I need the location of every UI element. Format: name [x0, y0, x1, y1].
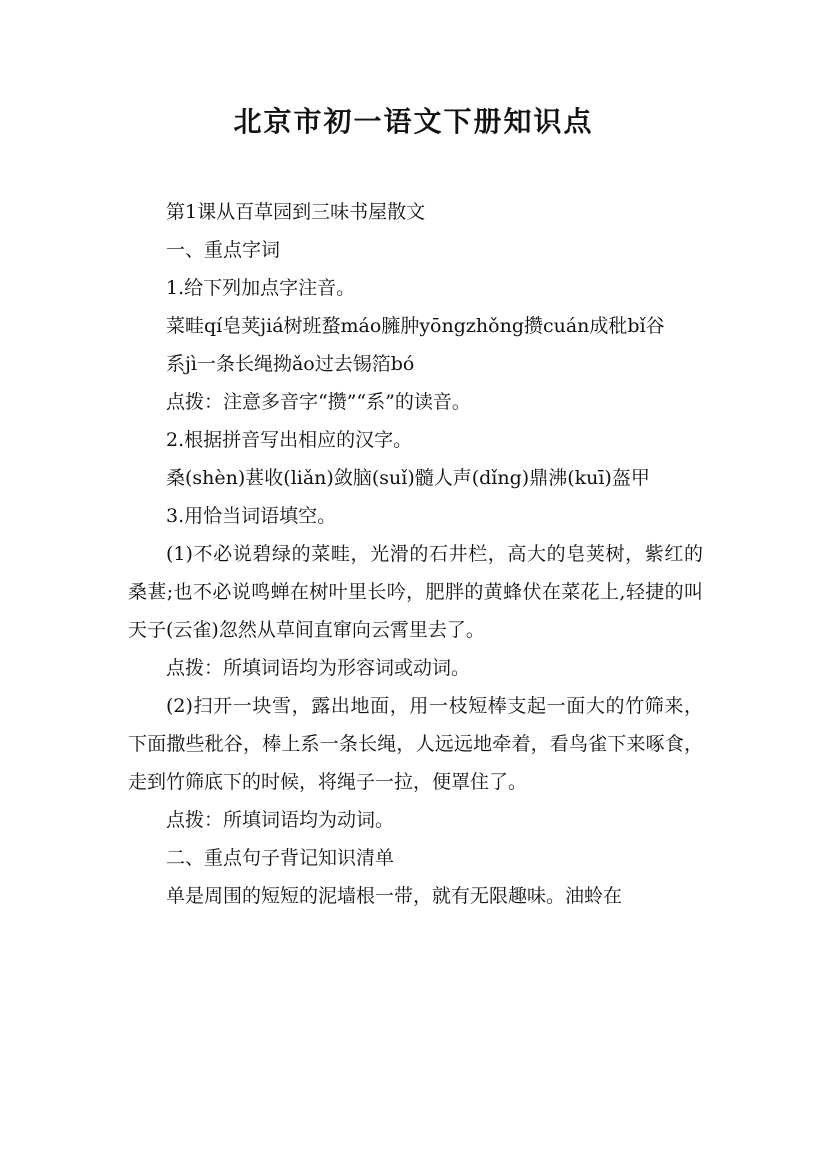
exercise-heading: 2.根据拼音写出相应的汉字。 — [166, 429, 413, 451]
tip-paragraph: 点拨：注意多音字“攒”“系”的读音。 — [166, 391, 471, 413]
paragraph: 菜畦qí皂荚jiá树班蝥máo臃肿yōngzhǒng攒cuán成秕bǐ谷 — [166, 315, 665, 337]
paragraph: 系jì一条长绳拗ǎo过去锡箔bó — [166, 353, 415, 375]
paragraph: (1)不必说碧绿的菜畦，光滑的石井栏，高大的皂荚树，紫红的桑葚;也不必说鸣蝉在树叶里长吟，肥胖的黄蜂伏在菜花上,轻捷的叫天子(云雀)忽然从草间直窜向云霄里去了。 — [128, 543, 703, 641]
exercise-heading: 3.用恰当词语填空。 — [166, 505, 337, 527]
tip-paragraph: 点拨：所填词语均为动词。 — [166, 809, 395, 831]
exercise-heading: 1.给下列加点字注音。 — [166, 277, 356, 299]
paragraph: (2)扫开一块雪，露出地面，用一枝短棒支起一面大的竹筛来，下面撒些秕谷，棒上系一条长绳，人远远地牵着，看鸟雀下来啄食，走到竹筛底下的时候，将绳子一拉，便罩住了。 — [128, 695, 703, 793]
paragraph: 桑(shèn)葚收(liǎn)敛脑(suǐ)髓人声(dǐng)鼎沸(kuī)盔甲 — [166, 467, 650, 489]
document-body — [128, 193, 703, 915]
document-title: 北京市初一语文下册知识点 — [233, 105, 594, 138]
paragraph: 单是周围的短短的泥墙根一带，就有无限趣味。油蛉在 — [166, 885, 623, 907]
section-heading: 二、重点句子背记知识清单 — [166, 847, 395, 869]
paragraph-lesson-title: 第1课从百草园到三味书屋散文 — [166, 201, 426, 223]
tip-paragraph: 点拨：所填词语均为形容词或动词。 — [166, 657, 471, 679]
section-heading: 一、重点字词 — [166, 239, 281, 261]
